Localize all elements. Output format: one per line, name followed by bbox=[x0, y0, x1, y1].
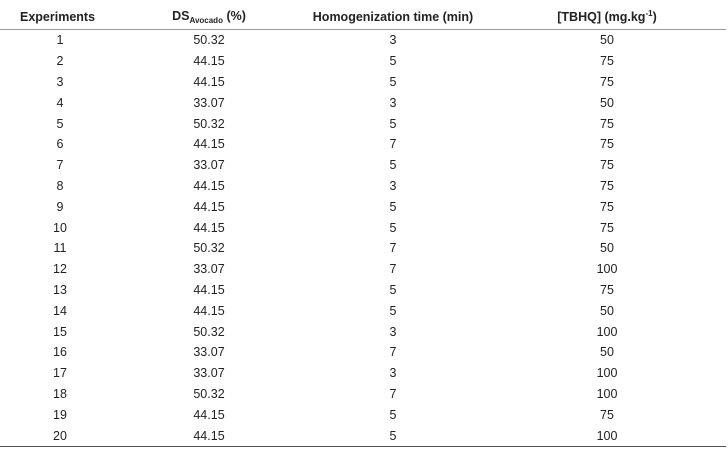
tbhq-cell: 75 bbox=[600, 199, 614, 214]
experiment-number-cell: 2 bbox=[56, 54, 64, 69]
tbhq-cell: 75 bbox=[600, 74, 614, 89]
experiment-number-cell: 19 bbox=[53, 407, 67, 422]
ds-avocado-cell: 33.07 bbox=[193, 158, 225, 173]
table-row bbox=[0, 113, 726, 134]
experiment-number-cell: 3 bbox=[56, 74, 64, 89]
table-row bbox=[0, 72, 726, 93]
table-row bbox=[0, 176, 726, 197]
ds-avocado-cell: 44.15 bbox=[193, 54, 225, 69]
ds-avocado-cell: 44.15 bbox=[193, 282, 225, 297]
header-tbhq-close: ) bbox=[652, 10, 657, 24]
header-experiments: Experiments bbox=[0, 4, 120, 30]
experiment-number-cell: 12 bbox=[53, 262, 67, 277]
experiment-number-cell: 6 bbox=[56, 137, 64, 152]
header-ds-subscript: Avocado bbox=[189, 15, 223, 25]
experiment-number-cell: 1 bbox=[56, 33, 64, 48]
header-tbhq-superscript: -1 bbox=[645, 9, 653, 18]
tbhq-cell: 50 bbox=[600, 33, 614, 48]
table-row bbox=[0, 155, 726, 176]
ds-avocado-cell: 44.15 bbox=[193, 303, 225, 318]
header-ds-avocado bbox=[120, 4, 298, 30]
ds-avocado-cell: 44.15 bbox=[193, 407, 225, 422]
table-row bbox=[0, 404, 726, 425]
homogenization-time-cell: 3 bbox=[389, 33, 397, 48]
table-row bbox=[0, 342, 726, 363]
ds-avocado-cell: 44.15 bbox=[193, 137, 225, 152]
experiment-design-table bbox=[0, 4, 726, 447]
header-ds-unit: (%) bbox=[222, 8, 246, 23]
tbhq-cell: 75 bbox=[600, 178, 614, 193]
tbhq-cell: 100 bbox=[488, 425, 726, 446]
table-body bbox=[0, 30, 726, 447]
homogenization-time-cell: 3 bbox=[389, 95, 397, 110]
homogenization-time-cell: 5 bbox=[389, 199, 397, 214]
experiment-number-cell: 7 bbox=[56, 158, 64, 173]
ds-avocado-cell: 44.15 bbox=[193, 74, 225, 89]
ds-avocado-cell: 33.07 bbox=[193, 262, 225, 277]
experiment-number-cell: 4 bbox=[56, 95, 64, 110]
table-header-row bbox=[0, 4, 726, 30]
header-ds-main: DS bbox=[172, 8, 190, 23]
experiment-number-cell: 9 bbox=[56, 199, 64, 214]
homogenization-time-cell: 3 bbox=[389, 324, 397, 339]
header-tbhq-main: [TBHQ] (mg.kg bbox=[557, 10, 646, 24]
header-tbhq bbox=[488, 4, 726, 30]
ds-avocado-cell: 50.32 bbox=[193, 33, 225, 48]
homogenization-time-cell: 3 bbox=[389, 178, 397, 193]
tbhq-cell: 75 bbox=[600, 282, 614, 297]
table-row bbox=[0, 51, 726, 72]
table-row bbox=[0, 300, 726, 321]
experiment-number-cell: 17 bbox=[53, 366, 67, 381]
tbhq-cell: 75 bbox=[600, 220, 614, 235]
ds-avocado-cell: 50.32 bbox=[193, 241, 225, 256]
homogenization-time-cell: 7 bbox=[389, 137, 397, 152]
homogenization-time-cell: 7 bbox=[389, 386, 397, 401]
experiment-number-cell: 16 bbox=[53, 345, 67, 360]
ds-avocado-cell: 50.32 bbox=[193, 116, 225, 131]
table-row bbox=[0, 134, 726, 155]
ds-avocado-cell: 44.15 bbox=[120, 425, 298, 446]
homogenization-time-cell: 5 bbox=[389, 74, 397, 89]
tbhq-cell: 100 bbox=[596, 386, 618, 401]
tbhq-cell: 50 bbox=[600, 345, 614, 360]
ds-avocado-cell: 33.07 bbox=[193, 345, 225, 360]
experiment-number-cell: 18 bbox=[53, 386, 67, 401]
homogenization-time-cell: 5 bbox=[389, 158, 397, 173]
tbhq-cell: 75 bbox=[600, 137, 614, 152]
tbhq-cell: 50 bbox=[600, 303, 614, 318]
homogenization-time-cell: 5 bbox=[389, 54, 397, 69]
experiment-number-cell: 15 bbox=[53, 324, 67, 339]
experiment-number-cell: 13 bbox=[53, 282, 67, 297]
table-row bbox=[0, 30, 726, 51]
homogenization-time-cell: 7 bbox=[389, 345, 397, 360]
tbhq-cell: 100 bbox=[596, 324, 618, 339]
experiment-number-cell: 10 bbox=[53, 220, 67, 235]
tbhq-cell: 50 bbox=[600, 241, 614, 256]
tbhq-cell: 100 bbox=[596, 366, 618, 381]
table-row bbox=[0, 196, 726, 217]
experiment-number-cell: 11 bbox=[53, 241, 67, 256]
homogenization-time-cell: 7 bbox=[389, 241, 397, 256]
homogenization-time-cell: 5 bbox=[389, 303, 397, 318]
ds-avocado-cell: 44.15 bbox=[193, 220, 225, 235]
table-row bbox=[0, 238, 726, 259]
table-row bbox=[0, 425, 726, 446]
table-row bbox=[0, 363, 726, 384]
table-row bbox=[0, 217, 726, 238]
experiment-number-cell: 8 bbox=[56, 178, 64, 193]
tbhq-cell: 100 bbox=[596, 262, 618, 277]
table-row bbox=[0, 92, 726, 113]
tbhq-cell: 50 bbox=[600, 95, 614, 110]
header-homogenization-time: Homogenization time (min) bbox=[298, 4, 488, 30]
table-row bbox=[0, 384, 726, 405]
homogenization-time-cell: 5 bbox=[389, 282, 397, 297]
homogenization-time-cell: 3 bbox=[389, 366, 397, 381]
experiment-number-cell: 5 bbox=[56, 116, 64, 131]
ds-avocado-cell: 33.07 bbox=[193, 366, 225, 381]
homogenization-time-cell: 7 bbox=[389, 262, 397, 277]
tbhq-cell: 75 bbox=[600, 54, 614, 69]
experiment-number-cell: 20 bbox=[0, 425, 120, 446]
ds-avocado-cell: 50.32 bbox=[193, 324, 225, 339]
experiment-number-cell: 14 bbox=[53, 303, 67, 318]
ds-avocado-cell: 33.07 bbox=[193, 95, 225, 110]
tbhq-cell: 75 bbox=[600, 158, 614, 173]
tbhq-cell: 75 bbox=[600, 116, 614, 131]
table-row bbox=[0, 259, 726, 280]
homogenization-time-cell: 5 bbox=[389, 220, 397, 235]
ds-avocado-cell: 44.15 bbox=[193, 199, 225, 214]
tbhq-cell: 75 bbox=[600, 407, 614, 422]
homogenization-time-cell: 5 bbox=[298, 425, 488, 446]
homogenization-time-cell: 5 bbox=[389, 407, 397, 422]
ds-avocado-cell: 44.15 bbox=[193, 178, 225, 193]
homogenization-time-cell: 5 bbox=[389, 116, 397, 131]
table-row bbox=[0, 321, 726, 342]
ds-avocado-cell: 50.32 bbox=[193, 386, 225, 401]
table-row bbox=[0, 280, 726, 301]
